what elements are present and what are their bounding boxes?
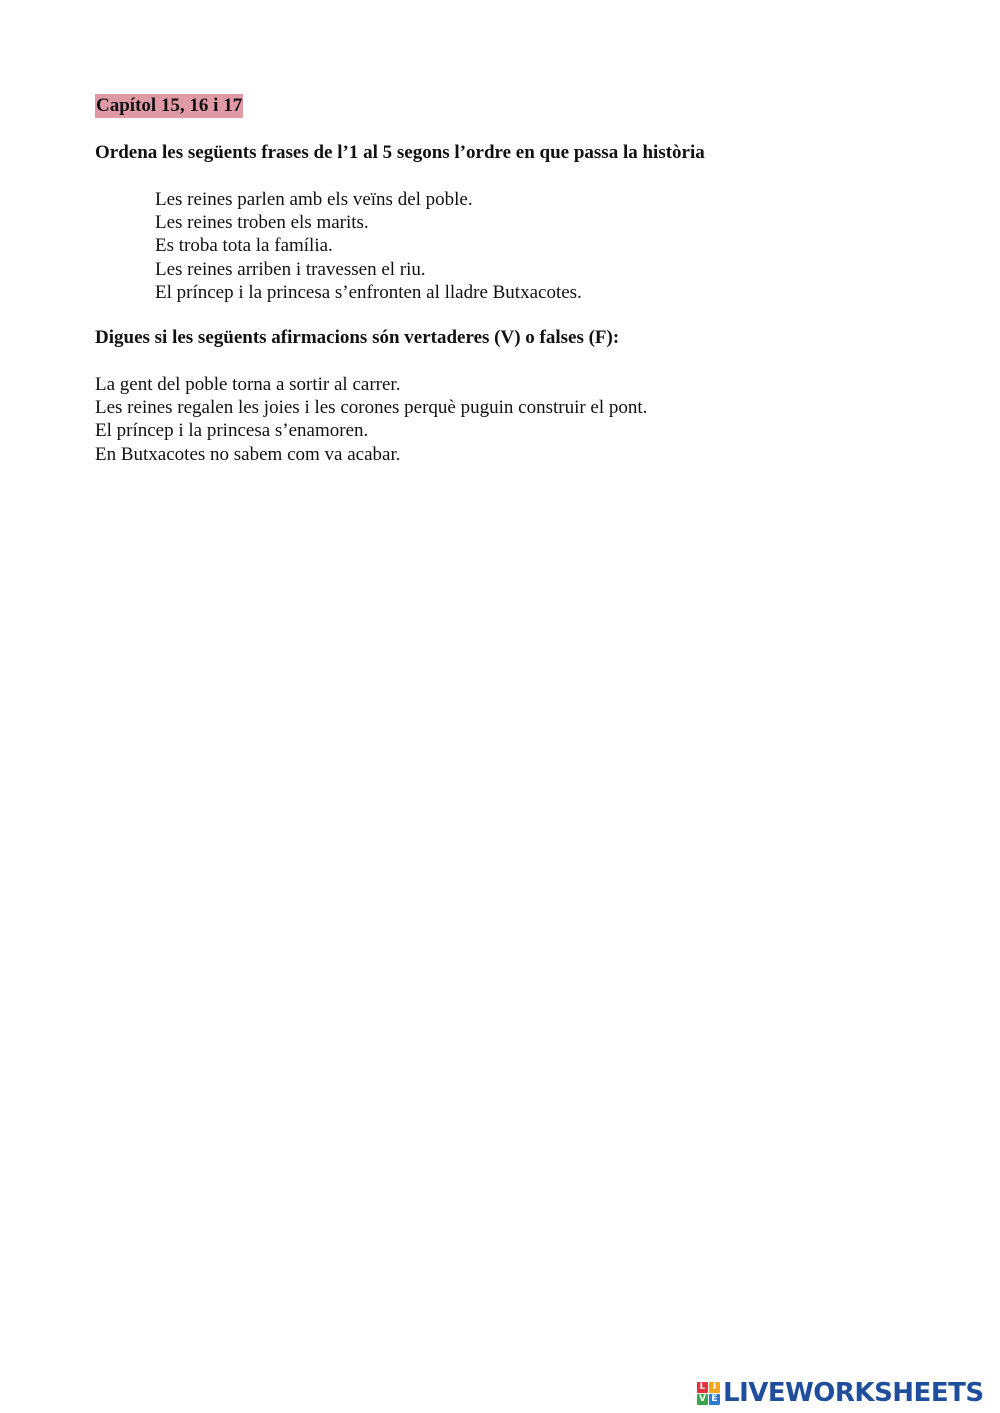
order-sentence-list bbox=[155, 188, 582, 304]
true-false-statement-list bbox=[95, 373, 647, 466]
order-sentence: Les reines arriben i travessen el riu. bbox=[155, 258, 426, 280]
logo-wordmark: LIVEWORKSHEETS bbox=[723, 1378, 984, 1408]
true-false-statement: Les reines regalen les joies i les corones perquè puguin construir el pont. bbox=[95, 397, 648, 419]
true-false-statement: La gent del poble torna a sortir al carrer. bbox=[95, 374, 401, 395]
order-sentence: El príncep i la princesa s’enfronten al lladre Butxacotes. bbox=[155, 281, 582, 303]
true-false-statement: En Butxacotes no sabem com va acabar. bbox=[95, 443, 401, 465]
logo-cell: V bbox=[697, 1394, 708, 1405]
logo-cell: L bbox=[697, 1382, 708, 1393]
liveworksheets-logo bbox=[697, 1378, 984, 1408]
logo-cell: E bbox=[709, 1394, 720, 1405]
logo-icon bbox=[697, 1382, 720, 1405]
order-sentence: Es troba tota la família. bbox=[155, 235, 333, 257]
order-sentence: Les reines parlen amb els veïns del poble. bbox=[155, 189, 473, 210]
order-sentence: Les reines troben els marits. bbox=[155, 212, 369, 234]
order-instruction: Ordena les següents frases de l’1 al 5 segons l’ordre en que passa la història bbox=[95, 142, 705, 163]
logo-cell: I bbox=[709, 1382, 720, 1393]
true-false-instruction: Digues si les següents afirmacions són vertaderes (V) o falses (F): bbox=[95, 327, 620, 348]
chapter-title: Capítol 15, 16 i 17 bbox=[96, 95, 243, 116]
true-false-statement: El príncep i la princesa s’enamoren. bbox=[95, 420, 369, 442]
